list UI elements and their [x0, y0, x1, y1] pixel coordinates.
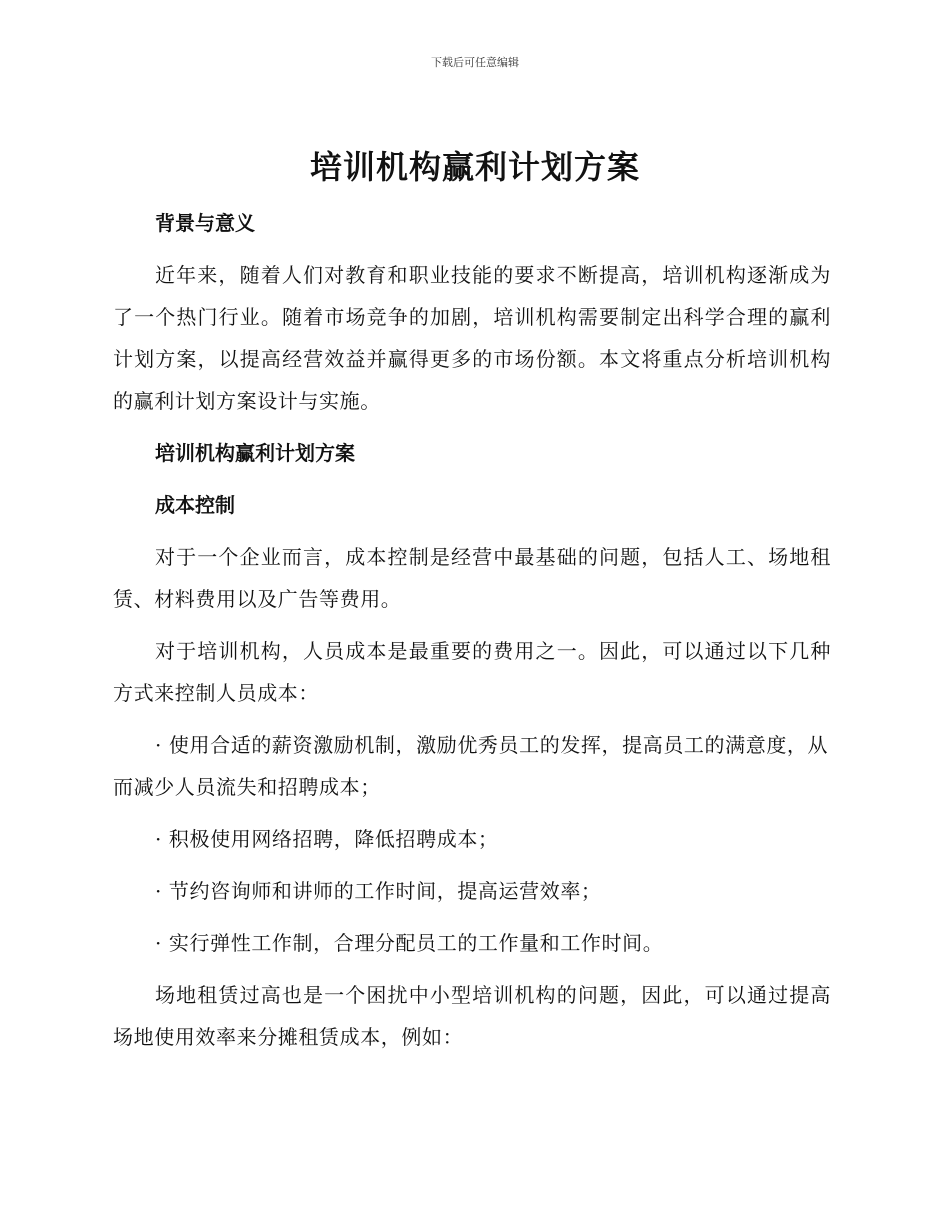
paragraph-rent-cost: 场地租赁过高也是一个困扰中小型培训机构的问题，因此，可以通过提高场地使用效率来分摊租赁成本，例如：: [113, 983, 831, 1049]
list-item: · 节约咨询师和讲师的工作时间，提高运营效率；: [155, 879, 602, 903]
list-item: · 实行弹性工作制，合理分配员工的工作量和工作时间。: [155, 931, 664, 955]
section-heading-background: 背景与意义: [155, 211, 255, 235]
section-heading-cost-control: 成本控制: [155, 493, 235, 517]
paragraph-background: 近年来，随着人们对教育和职业技能的要求不断提高，培训机构逐渐成为了一个热门行业。随着市场竞争的加剧，培训机构需要制定出科学合理的赢利计划方案，以提高经营效益并赢得更多的市场份额。本文将重点分析培训机构的赢利计划方案设计与实施。: [113, 263, 831, 413]
list-item: · 积极使用网络招聘，降低招聘成本；: [155, 827, 499, 851]
header-note: 下载后可任意编辑: [431, 56, 519, 69]
document-body: [113, 202, 831, 1068]
section-heading-plan: 培训机构赢利计划方案: [155, 441, 355, 465]
paragraph-staff-cost: 对于培训机构，人员成本是最重要的费用之一。因此，可以通过以下几种方式来控制人员成本：: [113, 639, 831, 705]
paragraph-cost-intro: 对于一个企业而言，成本控制是经营中最基础的问题，包括人工、场地租赁、材料费用以及广告等费用。: [113, 545, 831, 611]
list-item: · 使用合适的薪资激励机制，激励优秀员工的发挥，提高员工的满意度，从而减少人员流失和招聘成本；: [113, 733, 829, 799]
document-title: 培训机构赢利计划方案: [309, 148, 640, 186]
